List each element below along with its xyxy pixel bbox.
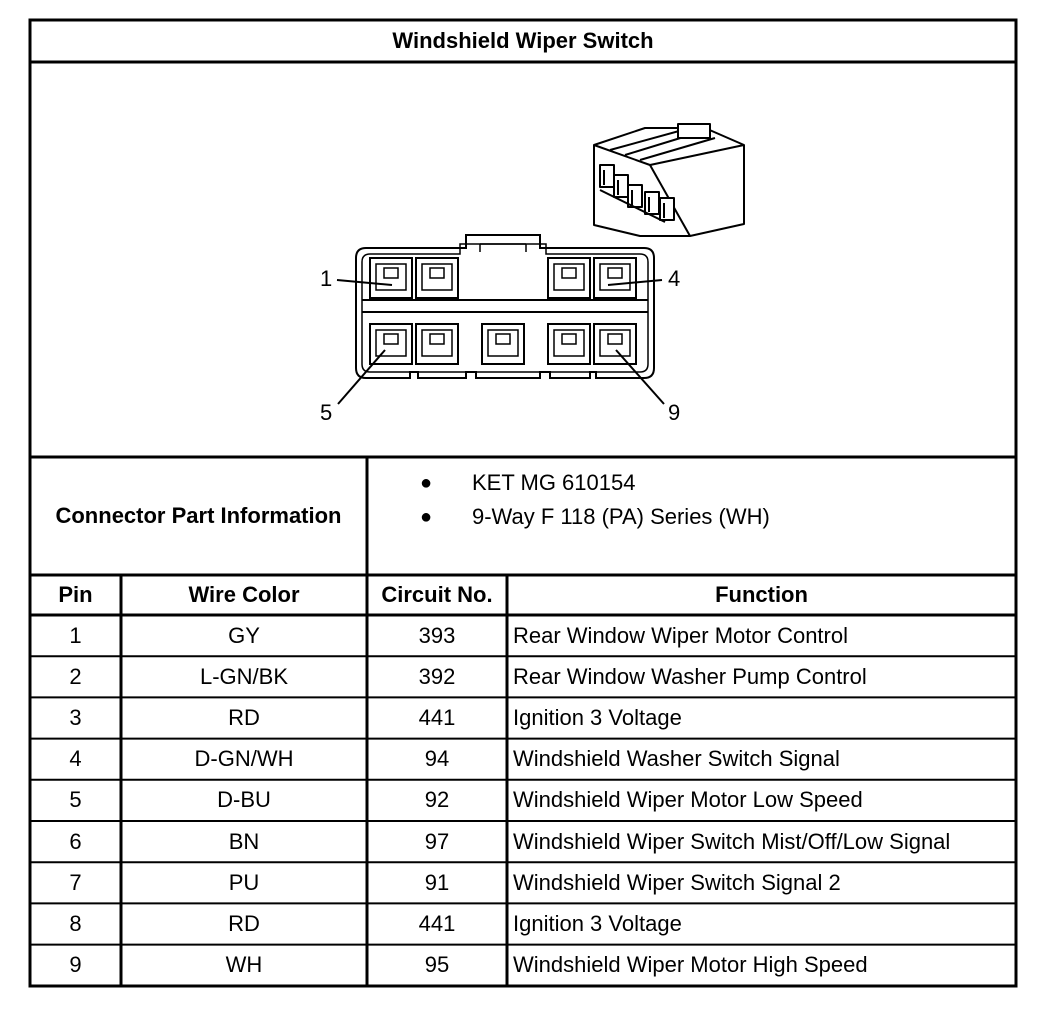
cavity-top xyxy=(416,258,458,298)
circuit-cell: 441 xyxy=(418,704,456,730)
cavity-bottom xyxy=(594,324,636,364)
page-title: Windshield Wiper Switch xyxy=(392,28,654,53)
wire-color-cell: BN xyxy=(228,828,260,854)
bullet-icon: ● xyxy=(420,505,433,528)
function-cell: Rear Window Washer Pump Control xyxy=(513,663,867,689)
function-cell: Ignition 3 Voltage xyxy=(513,910,682,936)
pin-cell: 5 xyxy=(69,787,82,813)
wire-color-cell: L-GN/BK xyxy=(199,663,289,689)
pin-cell: 8 xyxy=(69,910,82,936)
header-function: Function xyxy=(715,582,808,607)
wire-color-cell: D-BU xyxy=(217,787,271,813)
cavity-bottom xyxy=(416,324,458,364)
function-cell: Windshield Washer Switch Signal xyxy=(513,746,840,772)
connector-info-list xyxy=(420,466,770,534)
connector-info-label: Connector Part Information xyxy=(55,503,342,528)
cavity-bottom xyxy=(548,324,590,364)
pin-cell: 6 xyxy=(69,828,82,854)
function-cell: Rear Window Wiper Motor Control xyxy=(513,622,848,648)
pin-label-9: 9 xyxy=(668,400,681,425)
pin-cell: 3 xyxy=(69,704,82,730)
circuit-cell: 393 xyxy=(418,622,456,648)
cavity-bottom xyxy=(370,324,412,364)
pin-label-5: 5 xyxy=(320,400,333,425)
circuit-cell: 392 xyxy=(418,663,456,689)
pin-cell: 4 xyxy=(69,746,82,772)
wire-color-cell: RD xyxy=(228,910,260,936)
header-pin: Pin xyxy=(58,582,93,607)
function-cell: Windshield Wiper Switch Mist/Off/Low Signal xyxy=(513,828,951,854)
pin-cell: 2 xyxy=(69,663,82,689)
circuit-cell: 92 xyxy=(424,787,450,813)
circuit-cell: 441 xyxy=(418,910,456,936)
connector-isometric-icon xyxy=(594,124,744,236)
pin-label-4: 4 xyxy=(668,266,681,291)
pin-cell: 1 xyxy=(69,622,82,648)
circuit-cell: 95 xyxy=(424,952,450,978)
cavity-top xyxy=(370,258,412,298)
connector-info-text: 9-Way F 118 (PA) Series (WH) xyxy=(472,504,770,529)
wire-color-cell: WH xyxy=(225,952,263,978)
connector-info-text: KET MG 610154 xyxy=(472,470,636,495)
function-cell: Ignition 3 Voltage xyxy=(513,704,682,730)
cavity-top xyxy=(594,258,636,298)
circuit-cell: 97 xyxy=(424,828,450,854)
cavity-bottom xyxy=(482,324,524,364)
function-cell: Windshield Wiper Motor High Speed xyxy=(513,952,868,978)
pin-cell: 7 xyxy=(69,869,82,895)
pin-label-1: 1 xyxy=(320,266,333,291)
bullet-icon: ● xyxy=(420,471,433,494)
cavity-top xyxy=(548,258,590,298)
pin-cell: 9 xyxy=(69,952,82,978)
wire-color-cell: PU xyxy=(228,869,260,895)
connector-info-item xyxy=(420,500,770,534)
header-circuit-no: Circuit No. xyxy=(381,582,493,607)
wire-color-cell: RD xyxy=(228,704,260,730)
circuit-cell: 94 xyxy=(424,746,450,772)
function-cell: Windshield Wiper Switch Signal 2 xyxy=(513,869,841,895)
function-cell: Windshield Wiper Motor Low Speed xyxy=(513,787,863,813)
circuit-cell: 91 xyxy=(424,869,450,895)
wire-color-cell: GY xyxy=(228,622,260,648)
header-wire-color: Wire Color xyxy=(188,582,300,607)
connector-info-item xyxy=(420,466,770,500)
wire-color-cell: D-GN/WH xyxy=(194,746,294,772)
